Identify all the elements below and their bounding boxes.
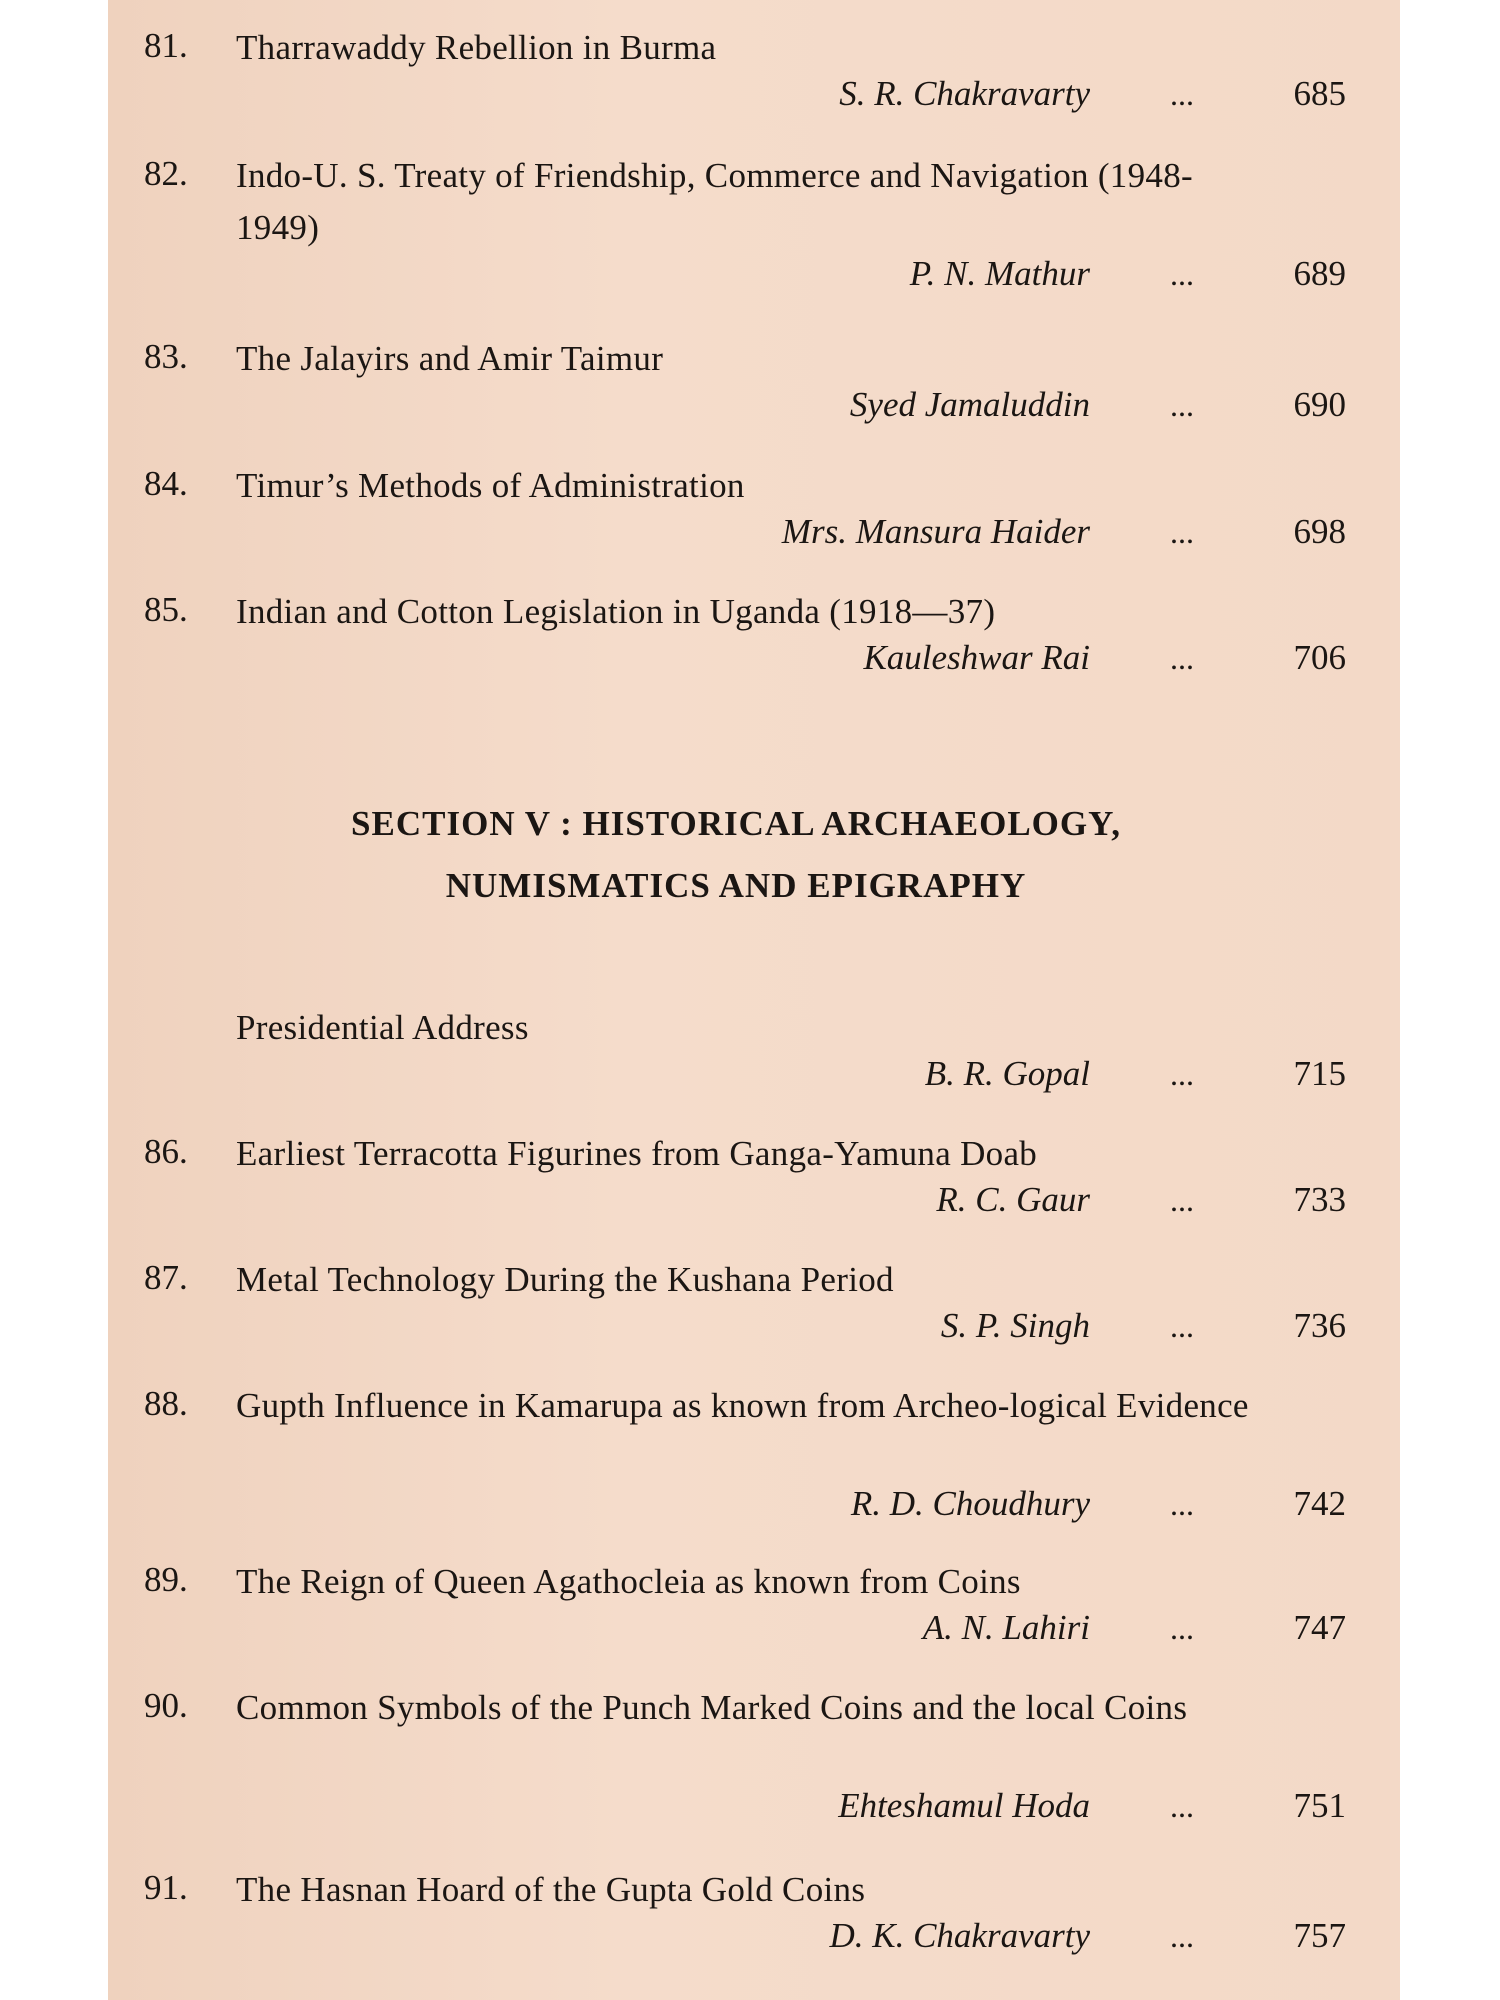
entry-page: 698 bbox=[1293, 512, 1346, 551]
entry-page: 742 bbox=[1293, 1484, 1346, 1523]
entry-number: 91. bbox=[144, 1868, 188, 1907]
entry-page: 757 bbox=[1293, 1916, 1346, 1955]
entry-page: 685 bbox=[1293, 74, 1346, 113]
entry-page: 733 bbox=[1293, 1180, 1346, 1219]
entry-number: 87. bbox=[144, 1258, 188, 1297]
leader-dots: ... bbox=[1170, 1610, 1194, 1646]
entry-number: 84. bbox=[144, 464, 188, 503]
entry-page: 706 bbox=[1293, 638, 1346, 677]
leader-dots: ... bbox=[1170, 1788, 1194, 1824]
entry-author: S. R. Chakravarty bbox=[839, 74, 1090, 113]
entry-title: The Hasnan Hoard of the Gupta Gold Coins bbox=[236, 1870, 866, 1909]
entry-page: 747 bbox=[1293, 1608, 1346, 1647]
leader-dots: ... bbox=[1170, 640, 1194, 676]
book-page bbox=[108, 0, 1400, 2000]
entry-page: 690 bbox=[1293, 385, 1346, 424]
entry-author: S. P. Singh bbox=[940, 1306, 1090, 1345]
entry-page: 751 bbox=[1293, 1786, 1346, 1825]
entry-author: Mrs. Mansura Haider bbox=[781, 512, 1090, 551]
entry-title: Earliest Terracotta Figurines from Ganga-Yamuna Doab bbox=[236, 1134, 1038, 1173]
leader-dots: ... bbox=[1170, 1308, 1194, 1344]
entry-title: Common Symbols of the Punch Marked Coins and the local Coins bbox=[236, 1688, 1188, 1727]
entry-title: Tharrawaddy Rebellion in Burma bbox=[236, 28, 717, 67]
entry-author: P. N. Mathur bbox=[909, 254, 1090, 293]
section-heading-line-2: NUMISMATICS AND EPIGRAPHY bbox=[445, 866, 1027, 905]
leader-dots: ... bbox=[1170, 1486, 1194, 1522]
entry-author: B. R. Gopal bbox=[924, 1054, 1090, 1093]
entry-author: R. D. Choudhury bbox=[850, 1484, 1090, 1523]
entry-title: Indo-U. S. Treaty of Friendship, Commerce and Navigation (1948-1949) bbox=[236, 156, 1193, 247]
entry-title: Timur’s Methods of Administration bbox=[236, 466, 745, 505]
entry-title: Presidential Address bbox=[236, 1008, 529, 1047]
entry-number: 88. bbox=[144, 1384, 188, 1423]
entry-author: Ehteshamul Hoda bbox=[838, 1786, 1090, 1825]
leader-dots: ... bbox=[1170, 1918, 1194, 1954]
entry-number: 81. bbox=[144, 26, 188, 65]
leader-dots: ... bbox=[1170, 1182, 1194, 1218]
entry-author: A. N. Lahiri bbox=[922, 1608, 1090, 1647]
leader-dots: ... bbox=[1170, 256, 1194, 292]
entry-number: 86. bbox=[144, 1132, 188, 1171]
entry-page: 689 bbox=[1293, 254, 1346, 293]
entry-title: The Reign of Queen Agathocleia as known from Coins bbox=[236, 1562, 1021, 1601]
entry-title: Indian and Cotton Legislation in Uganda (1918—37) bbox=[236, 592, 996, 631]
leader-dots: ... bbox=[1170, 1056, 1194, 1092]
entry-page: 736 bbox=[1293, 1306, 1346, 1345]
leader-dots: ... bbox=[1170, 514, 1194, 550]
entry-number: 82. bbox=[144, 154, 188, 193]
leader-dots: ... bbox=[1170, 387, 1194, 423]
entry-number: 90. bbox=[144, 1686, 188, 1725]
entry-page: 715 bbox=[1293, 1054, 1346, 1093]
entry-author: Kauleshwar Rai bbox=[863, 638, 1090, 677]
entry-author: Syed Jamaluddin bbox=[849, 385, 1090, 424]
entry-number: 83. bbox=[144, 337, 188, 376]
entry-title: Metal Technology During the Kushana Period bbox=[236, 1260, 894, 1299]
entry-number: 89. bbox=[144, 1560, 188, 1599]
entry-title: The Jalayirs and Amir Taimur bbox=[236, 339, 664, 378]
entry-title: Gupth Influence in Kamarupa as known from Archeo-logical Evidence bbox=[236, 1386, 1249, 1425]
leader-dots: ... bbox=[1170, 76, 1194, 112]
entry-author: R. C. Gaur bbox=[936, 1180, 1090, 1219]
entry-author: D. K. Chakravarty bbox=[829, 1916, 1090, 1955]
entry-number: 85. bbox=[144, 590, 188, 629]
section-heading-line-1: SECTION V : HISTORICAL ARCHAEOLOGY, bbox=[351, 804, 1121, 843]
